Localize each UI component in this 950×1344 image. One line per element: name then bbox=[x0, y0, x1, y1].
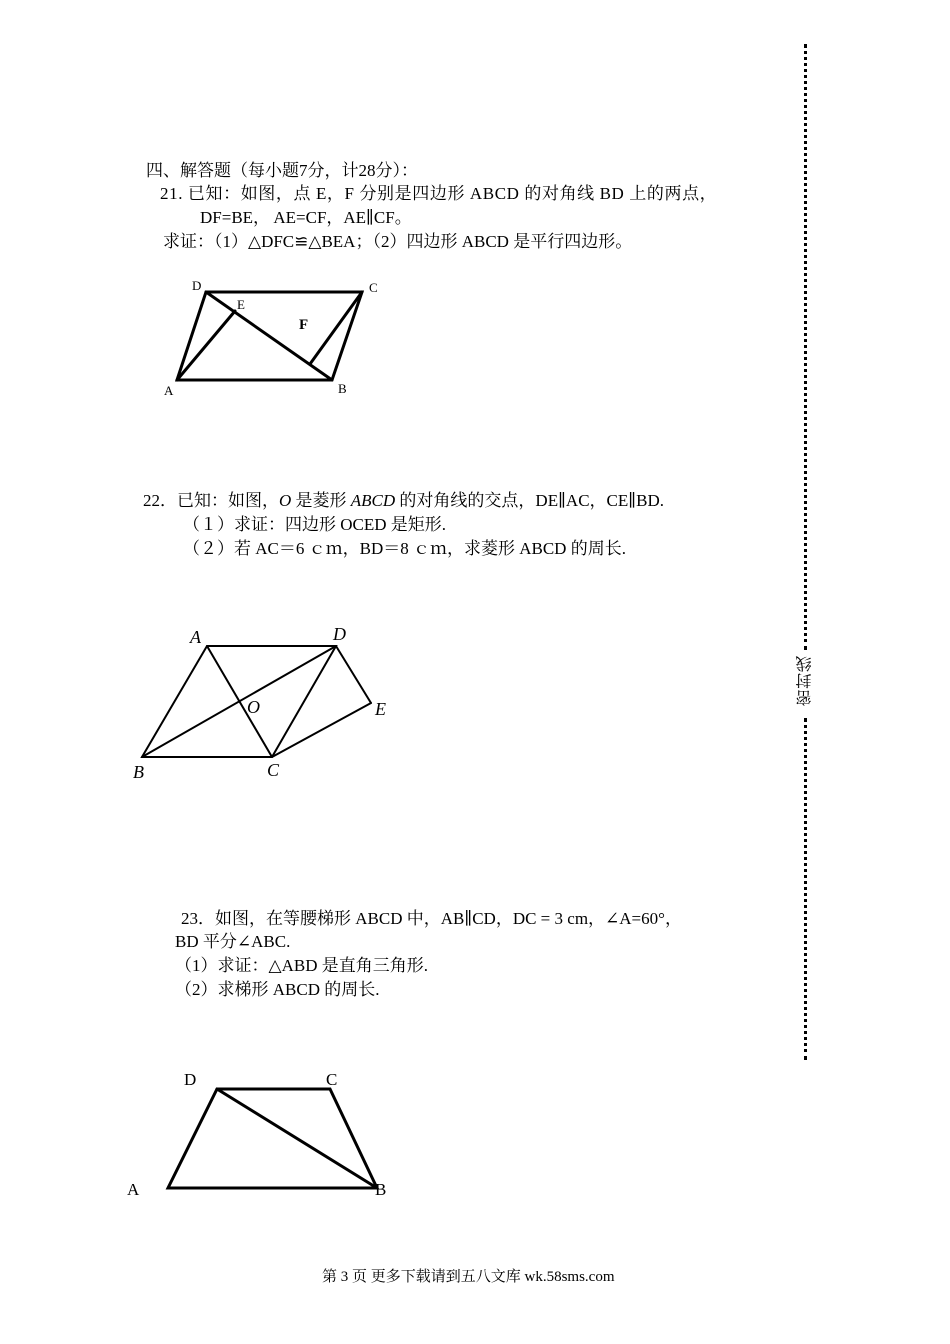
q22-line1-suffix: 的对角线的交点，DE∥AC，CE∥BD. bbox=[395, 491, 664, 510]
q23-label-a: A bbox=[127, 1180, 140, 1199]
q23-line1: 23．如图，在等腰梯形 ABCD 中，AB∥CD，DC = 3 cm，∠A=60°， bbox=[181, 909, 682, 928]
q21-label-f: F bbox=[299, 317, 309, 333]
q22-line1-mid: 是菱形 bbox=[291, 491, 351, 510]
q23-label-d: D bbox=[184, 1070, 197, 1089]
q21-line2: DF=BE， AE=CF，AE∥CF。 bbox=[200, 208, 412, 227]
q23-line3: （1）求证：△ABD 是直角三角形. bbox=[175, 956, 428, 975]
q23-line4: （2）求梯形 ABCD 的周长. bbox=[175, 980, 380, 999]
q21-label-a: A bbox=[164, 383, 174, 398]
q23-line2: BD 平分∠ABC. bbox=[175, 932, 291, 951]
q22-label-e: E bbox=[375, 699, 386, 719]
q21-label-e: E bbox=[237, 297, 245, 312]
q21-line3: 求证：（1）△DFC≌△BEA；（2）四边形 ABCD 是平行四边形。 bbox=[163, 232, 633, 251]
q21-label-b: B bbox=[338, 381, 347, 396]
q22-line2: （１）求证：四边形 OCED 是矩形. bbox=[183, 515, 447, 534]
page-footer: 第 3 页 更多下载请到五八文库 wk.58sms.com bbox=[322, 1269, 615, 1285]
q22-label-o: O bbox=[247, 697, 260, 717]
q22-line1-abcd: ABCD bbox=[350, 491, 396, 510]
q22-label-c: C bbox=[267, 760, 280, 780]
q22-line1-prefix: 22．已知：如图， bbox=[143, 491, 279, 510]
q23-label-c: C bbox=[326, 1070, 338, 1089]
q21-label-c: C bbox=[369, 280, 378, 295]
q22-line1-o: O bbox=[279, 491, 292, 510]
q22-label-a: A bbox=[190, 627, 201, 647]
q23-label-b: B bbox=[375, 1180, 387, 1199]
q23-trapezoid bbox=[168, 1089, 377, 1188]
q22-label-d: D bbox=[333, 624, 346, 644]
q21-line1: 21. 已知：如图，点 E，F 分别是四边形 ABCD 的对角线 BD 上的两点， bbox=[160, 184, 718, 203]
q21-label-d: D bbox=[192, 278, 202, 293]
q22-label-b: B bbox=[133, 762, 144, 782]
section-title: 四、解答题（每小题7分，计28分）： bbox=[146, 161, 418, 180]
q22-line3: （２）若 AC＝6 ｃｍ，BD＝8 ｃｍ，求菱形 ABCD 的周长. bbox=[183, 539, 626, 558]
seal-line-label: 密封线 bbox=[795, 655, 814, 706]
